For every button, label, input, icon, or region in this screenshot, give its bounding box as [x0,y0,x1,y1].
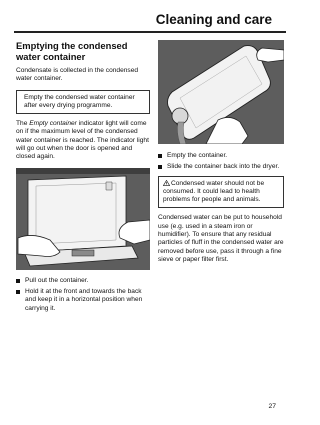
empty-container-illustration [158,40,284,144]
intro-paragraph: Condensate is collected in the condensed water container. [16,67,139,83]
bullet-square-icon [16,279,20,283]
step-text: Slide the container back into the dryer. [167,163,280,171]
indicator-paragraph [16,120,150,161]
page-number: 27 [268,403,276,410]
right-steps-list [158,152,284,172]
header-divider [14,31,286,33]
list-item [16,277,150,285]
closing-paragraph: Condensed water can be put to household use (e.g. used in a steam iron or humidifier). To ensure that any residual particles of fluff in the condensed water are removed before use, pass it through a fine sieve or paper filter first. [158,214,284,263]
list-item [16,288,150,313]
page-header-title: Cleaning and care [155,12,272,27]
step-text: Empty the container. [167,152,228,159]
warning-box [158,176,284,209]
step-text: Hold it at the front and towards the back and keep it in a horizontal position when carrying it. [25,287,143,312]
note-text: Empty the condensed water container after every drying programme. [24,93,135,109]
left-steps-list [16,277,150,313]
left-column [16,40,150,317]
right-column [158,40,284,270]
bullet-square-icon [16,290,20,294]
section-heading: Emptying the condensed water container [16,40,128,62]
indicator-text-pre: The [16,120,30,128]
list-item [158,152,284,160]
list-item [158,163,284,171]
warning-text: Condensed water should not be consumed. It could lead to health problems for people and animals. [163,179,265,204]
indicator-text-post: indicator light will come on if the maximum level of the condensed water container is reached. The indicator light will go out when the door is opened and closed again. [16,120,149,161]
bullet-square-icon [158,154,162,158]
bullet-square-icon [158,165,162,169]
warning-triangle-icon [163,180,170,186]
indicator-name: Empty container [29,120,77,128]
pull-out-container-illustration [16,168,150,270]
note-box [16,90,150,115]
step-text: Pull out the container. [25,276,89,284]
